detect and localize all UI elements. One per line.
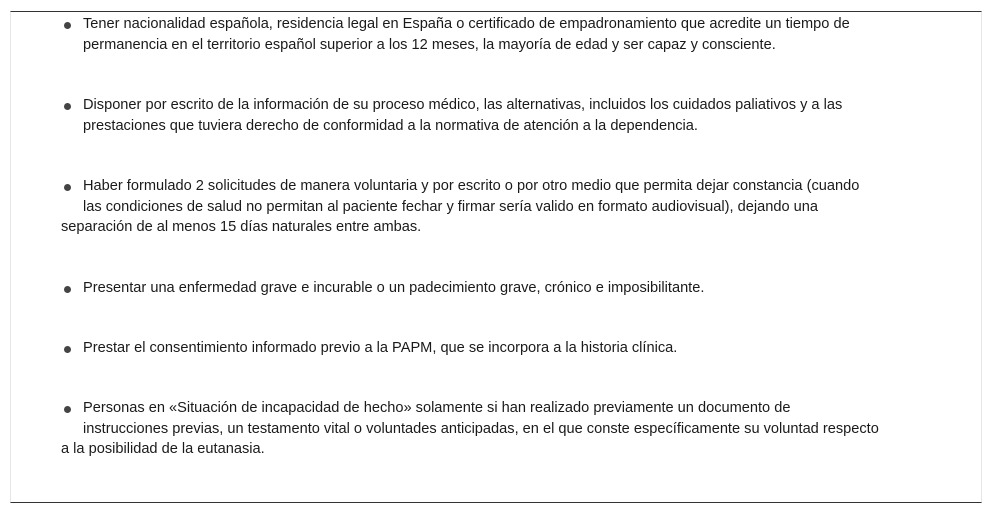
requirement-text-line: Haber formulado 2 solicitudes de manera voluntaria y por escrito o por otro medio que permita dejar constancia (cuando	[83, 178, 860, 194]
list-item	[62, 338, 962, 359]
list-item	[62, 278, 962, 299]
bullet-icon	[64, 184, 71, 191]
bullet-icon	[64, 286, 71, 293]
requirement-text-line: instrucciones previas, un testamento vital o voluntades anticipadas, en el que conste específicamente su voluntad respecto	[83, 420, 879, 437]
list-item	[62, 14, 962, 55]
requirement-text-line: permanencia en el territorio español superior a los 12 meses, la mayoría de edad y ser capaz y consciente.	[83, 36, 776, 53]
requirement-text-line: separación de al menos 15 días naturales entre ambas.	[61, 219, 422, 235]
bullet-icon	[64, 22, 71, 29]
requirement-text-line: Personas en «Situación de incapacidad de hecho» solamente si han realizado previamente un documento de	[83, 400, 791, 416]
requirement-text-line: Prestar el consentimiento informado previo a la PAPM, que se incorpora a la historia clínica.	[83, 340, 678, 356]
list-item	[62, 398, 962, 460]
requirements-table	[10, 11, 982, 503]
bullet-icon	[64, 406, 71, 413]
list-item	[62, 95, 962, 136]
requirement-text-line: a la posibilidad de la eutanasia.	[61, 441, 265, 457]
requirement-text-line: Tener nacionalidad española, residencia legal en España o certificado de empadronamiento que acredite un tiempo de	[83, 16, 850, 32]
requirement-text-line: Disponer por escrito de la información de su proceso médico, las alternativas, incluidos los cuidados paliativos y a las	[83, 97, 843, 113]
requirement-text-line: prestaciones que tuviera derecho de conformidad a la normativa de atención a la dependencia.	[83, 117, 698, 134]
bullet-icon	[64, 103, 71, 110]
bullet-icon	[64, 346, 71, 353]
list-item	[62, 176, 962, 238]
requirement-text-line: Presentar una enfermedad grave e incurable o un padecimiento grave, crónico e imposibilitante.	[83, 280, 705, 296]
requirement-text-line: las condiciones de salud no permitan al paciente fechar y firmar sería valido en formato audiovisual), dejando una	[83, 198, 818, 215]
